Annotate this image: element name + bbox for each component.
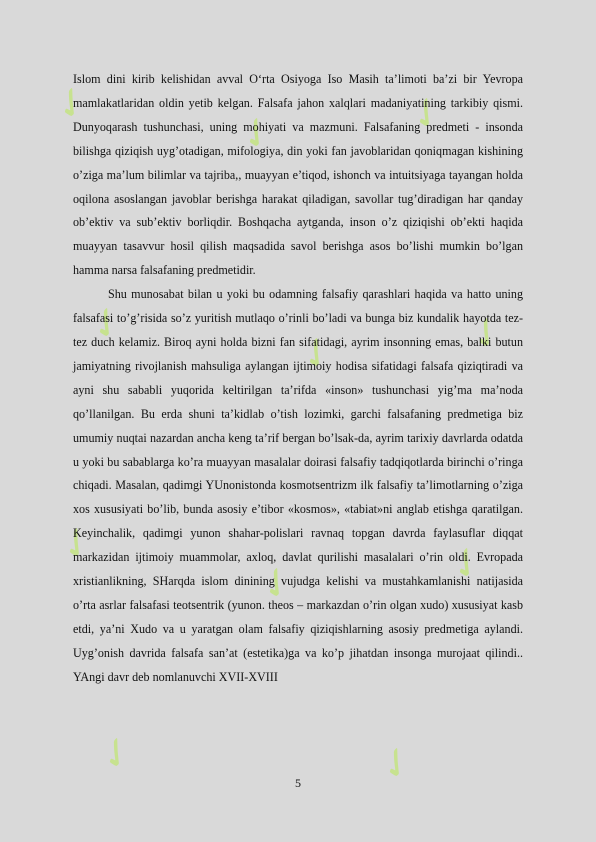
page-number: 5 [295, 776, 301, 790]
watermark: ✓ [80, 294, 136, 352]
watermark: ✓ [90, 724, 146, 782]
watermark: ✓ [460, 304, 516, 362]
watermark: ✓ [290, 324, 346, 382]
watermark: ✓ [440, 534, 496, 592]
watermark: ✓ [230, 104, 286, 162]
watermark: ✓ [250, 554, 306, 612]
paragraph: Shu munosabat bilan u yoki bu odamning falsafiy qarashlari haqida va hatto uning falsafasi to’g’risida so’z yuritish mutlaqo o’rinli bo’ladi va bunga biz kundalik hayotda tez-tez duch kelamiz. Biroq ayni holda bizni fan sifatidagi, ayrim insonning emas, balki butun jamiyatning rivojlanish mahsuliga aylangan ijtimoiy hodisa sifatidagi falsafa qiziqtiradi va ayni shu sababli yuqorida keltirilgan ta’rifda «inson» tushunchasi yig’ma ma’noda qo’llanilgan. Bu erda shuni ta’kidlab o’tish lozimki, garchi falsafaning predmetiga biz umumiy nuqtai nazardan ancha keng ta’rif bergan bo’lsak-da, ayrim tarixiy davrlarda odatda u yoki bu sabablarga ko’ra muayyan masalalar doirasi falsafiy tadqiqotlarda birinchi o’ringa chiqadi. Masalan, qadimgi YUnonistonda kosmotsentrizm ilk falsafiy ta’limotlarning o’ziga xos xususiyati bo’lib, bunda asosiy e’tibor «kosmos», «tabiat»ni anglab etishga qaratilgan. Keyinchalik, qadimgi yunon shahar-polislari ravnaq topgan davrda faylasuflar diqqat markazidan ijtimoiy muammolar, axloq, davlat qurilishi masalalari o’rin oldi. Evropada xristianlikning, SHarqda islom dinining vujudga kelishi va mustahkamlanishi natijasida o’rta asrlar falsafasi teotsentrik (yunon. theos – markazdan o’rin olgan xudo) xususiyat kasb etdi, ya’ni Xudo va u yaratgan olam falsafiy qiziqishlarning asosiy predmetiga aylandi. Uyg’onish davrida falsafa san’at (estetika)ga va ko’p jihatdan insonga murojaat qilindi.. YAngi davr deb nomlanuvchi XVII-XVIII [73, 287, 523, 684]
watermark: ✓ [400, 84, 456, 142]
watermark: ✓ [370, 734, 426, 792]
watermark: ✓ [50, 514, 106, 572]
paragraph: Islom dini kirib kelishidan avval O‘rta Osiyoga Iso Masih ta’limoti ba’zi bir Yevropa mamlakatlaridan oldin yetib kelgan. Falsafa jahon xalqlari madaniyatining tarkibiy qismi. Dunyoqarash tushunchasi, uning mohiyati va mazmuni. Falsafaning predmeti - insonda bilishga qiziqish uyg’otadigan, mifologiya, din yoki fan javoblaridan qoniqmagan kishining o’ziga ma’lum bilimlar va tajriba,, muayyan e’tiqod, ishonch va intuitsiyaga tayangan holda oqilona asoslangan javoblar berishga harakat qiladigan, savollar tug’diradigan har qanday ob’ektiv va sub’ektiv borliqdir. Boshqacha aytganda, inson o’z qiziqishi ob’ekti haqida muayyan tasavvur hosil qilish maqsadida savol berishga asos bo’lishi mumkin bo’lgan hamma narsa falsafaning predmetidir. [73, 72, 523, 278]
watermark: ✓ [45, 74, 101, 132]
body-text [73, 68, 523, 690]
